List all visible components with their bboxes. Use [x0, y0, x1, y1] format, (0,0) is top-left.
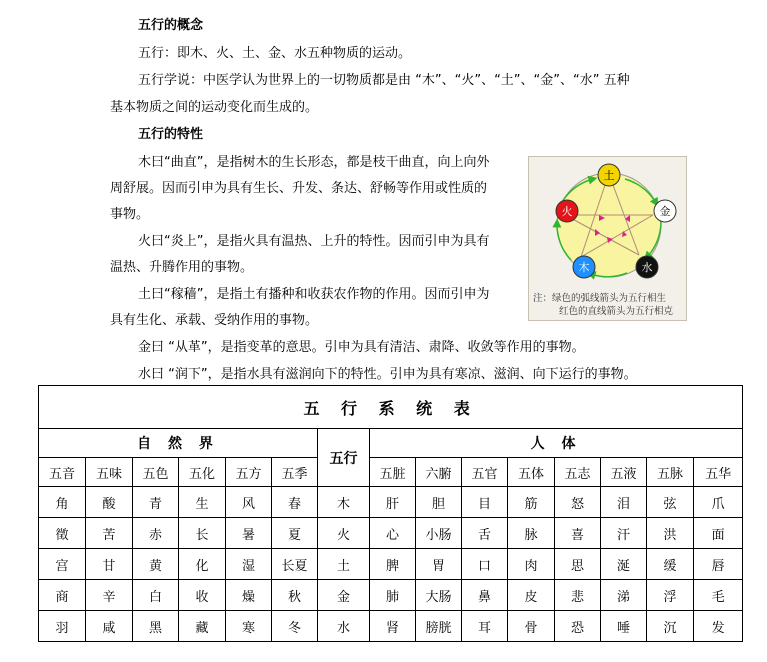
table-cell: 藏 — [179, 611, 226, 642]
table-cell: 鼻 — [462, 580, 508, 611]
water-paragraph: 水曰 “润下”，是指水具有滋润向下的特性。引申为具有寒凉、滋润、向下运行的事物。 — [138, 367, 637, 382]
table-cell: 甘 — [86, 549, 133, 580]
table-cell: 心 — [370, 518, 416, 549]
table-cell: 春 — [272, 487, 318, 518]
concept-heading: 五行的概念 — [138, 18, 204, 33]
column-header: 五色 — [133, 458, 179, 487]
table-cell: 怒 — [555, 487, 601, 518]
table-cell: 黄 — [133, 549, 179, 580]
column-header: 五官 — [462, 458, 508, 487]
table-cell: 舌 — [462, 518, 508, 549]
table-cell: 恐 — [555, 611, 601, 642]
wood-paragraph-line1: 木曰“曲直”，是指树木的生长形态，都是枝干曲直，向上向外 — [138, 155, 490, 170]
table-row — [39, 580, 743, 611]
table-cell: 目 — [462, 487, 508, 518]
table-cell: 肺 — [370, 580, 416, 611]
table-cell: 收 — [179, 580, 226, 611]
table-cell: 涎 — [601, 549, 647, 580]
node-metal — [654, 200, 676, 222]
table-cell: 思 — [555, 549, 601, 580]
table-cell: 毛 — [694, 580, 743, 611]
table-cell: 喜 — [555, 518, 601, 549]
wuxing-column-header: 五行 — [318, 429, 370, 487]
column-header: 五志 — [555, 458, 601, 487]
table-cell: 长夏 — [272, 549, 318, 580]
table-cell: 骨 — [508, 611, 555, 642]
table-cell: 耳 — [462, 611, 508, 642]
five-elements-diagram — [528, 156, 687, 321]
figure-caption-line1: 注：绿色的弧线箭头为五行相生 — [533, 293, 667, 304]
table-cell: 赤 — [133, 518, 179, 549]
table-row — [39, 611, 743, 642]
concept-theory-line1: 五行学说：中医学认为世界上的一切物质都是由 “木”、“火”、“土”、“金”、“水” 五种 — [138, 73, 630, 88]
metal-paragraph: 金曰 “从革”，是指变革的意思。引申为具有清洁、肃降、收敛等作用的事物。 — [138, 340, 585, 355]
table-cell: 酸 — [86, 487, 133, 518]
table-cell: 口 — [462, 549, 508, 580]
table-cell: 悲 — [555, 580, 601, 611]
column-header: 六腑 — [416, 458, 462, 487]
wood-paragraph-line3: 事物。 — [110, 207, 150, 222]
node-metal-label: 金 — [659, 205, 671, 218]
table-row — [39, 518, 743, 549]
table-cell: 木 — [318, 487, 370, 518]
table-cell: 秋 — [272, 580, 318, 611]
table-cell: 唾 — [601, 611, 647, 642]
table-cell: 爪 — [694, 487, 743, 518]
table-cell: 大肠 — [416, 580, 462, 611]
concept-theory-line2: 基本物质之间的运动变化而生成的。 — [110, 100, 319, 115]
table-cell: 皮 — [508, 580, 555, 611]
table-cell: 火 — [318, 518, 370, 549]
table-cell: 羽 — [39, 611, 86, 642]
table-cell: 化 — [179, 549, 226, 580]
table-cell: 风 — [226, 487, 272, 518]
table-cell: 肝 — [370, 487, 416, 518]
table-cell: 咸 — [86, 611, 133, 642]
node-wood — [573, 256, 595, 278]
column-header: 五音 — [39, 458, 86, 487]
table-cell: 弦 — [647, 487, 694, 518]
column-header: 五华 — [694, 458, 743, 487]
concept-definition: 五行：即木、火、土、金、水五种物质的运动。 — [138, 46, 412, 61]
table-cell: 青 — [133, 487, 179, 518]
column-header: 五液 — [601, 458, 647, 487]
earth-paragraph-line1: 土曰“稼穑”，是指土有播种和收获农作物的作用。因而引申为 — [138, 287, 490, 302]
table-cell: 脉 — [508, 518, 555, 549]
table-cell: 泪 — [601, 487, 647, 518]
figure-caption-line2: 红色的直线箭头为五行相克 — [559, 306, 674, 317]
table-cell: 寒 — [226, 611, 272, 642]
table-cell: 长 — [179, 518, 226, 549]
node-earth-label: 土 — [603, 169, 615, 182]
table-cell: 小肠 — [416, 518, 462, 549]
table-cell: 燥 — [226, 580, 272, 611]
column-header: 五脉 — [647, 458, 694, 487]
node-fire-label: 火 — [561, 205, 573, 218]
nature-group-header: 自 然 界 — [39, 429, 318, 458]
table-cell: 肾 — [370, 611, 416, 642]
five-elements-cycle-graphic — [529, 157, 686, 292]
fire-paragraph-line2: 温热、升腾作用的事物。 — [110, 260, 254, 275]
table-cell: 角 — [39, 487, 86, 518]
table-cell: 肉 — [508, 549, 555, 580]
table-cell: 涕 — [601, 580, 647, 611]
node-fire — [556, 200, 578, 222]
body-group-header: 人 体 — [370, 429, 743, 458]
table-cell: 徵 — [39, 518, 86, 549]
table-cell: 苦 — [86, 518, 133, 549]
table-cell: 金 — [318, 580, 370, 611]
table-cell: 商 — [39, 580, 86, 611]
table-cell: 筋 — [508, 487, 555, 518]
column-header: 五体 — [508, 458, 555, 487]
node-water-label: 水 — [641, 261, 653, 274]
column-header: 五季 — [272, 458, 318, 487]
table-cell: 沉 — [647, 611, 694, 642]
column-header: 五脏 — [370, 458, 416, 487]
wood-paragraph-line2: 周舒展。因而引申为具有生长、升发、条达、舒畅等作用或性质的 — [110, 181, 488, 196]
table-cell: 洪 — [647, 518, 694, 549]
table-row — [39, 487, 743, 518]
column-header: 五化 — [179, 458, 226, 487]
table-cell: 水 — [318, 611, 370, 642]
table-title: 五 行 系 统 表 — [39, 386, 743, 429]
fire-paragraph-line1: 火曰“炎上”，是指火具有温热、上升的特性。因而引申为具有 — [138, 234, 490, 249]
node-water — [636, 256, 658, 278]
property-heading: 五行的特性 — [138, 127, 204, 142]
table-cell: 面 — [694, 518, 743, 549]
table-row — [39, 549, 743, 580]
table-cell: 生 — [179, 487, 226, 518]
table-cell: 胃 — [416, 549, 462, 580]
table-cell: 脾 — [370, 549, 416, 580]
node-earth — [598, 164, 620, 186]
node-wood-label: 木 — [578, 261, 590, 274]
table-body — [39, 487, 743, 642]
table-cell: 土 — [318, 549, 370, 580]
table-cell: 汗 — [601, 518, 647, 549]
table-cell: 缓 — [647, 549, 694, 580]
table-cell: 辛 — [86, 580, 133, 611]
table-cell: 宫 — [39, 549, 86, 580]
table-cell: 黑 — [133, 611, 179, 642]
table-cell: 唇 — [694, 549, 743, 580]
column-header: 五味 — [86, 458, 133, 487]
table-cell: 胆 — [416, 487, 462, 518]
table-cell: 暑 — [226, 518, 272, 549]
earth-paragraph-line2: 具有生化、承载、受纳作用的事物。 — [110, 313, 319, 328]
five-elements-system-table — [38, 385, 743, 642]
table-cell: 湿 — [226, 549, 272, 580]
column-header: 五方 — [226, 458, 272, 487]
table-cell: 浮 — [647, 580, 694, 611]
table-cell: 夏 — [272, 518, 318, 549]
table-cell: 膀胱 — [416, 611, 462, 642]
table-cell: 冬 — [272, 611, 318, 642]
table-cell: 发 — [694, 611, 743, 642]
table-cell: 白 — [133, 580, 179, 611]
